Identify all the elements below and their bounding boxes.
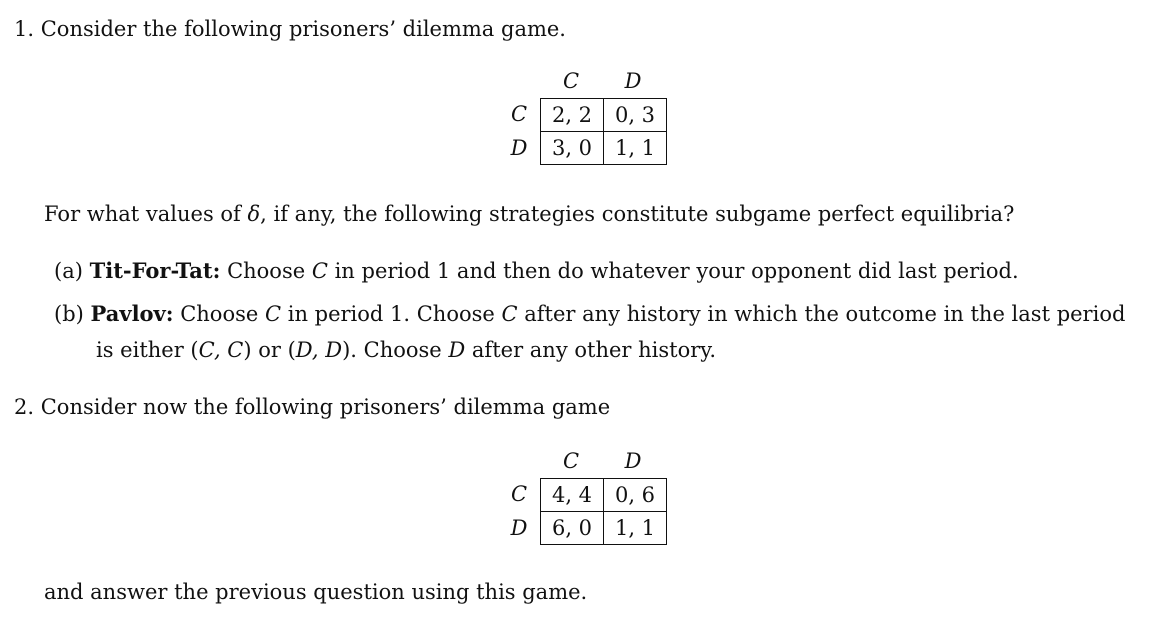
part-text: Choose <box>227 259 312 283</box>
part-text: ) or ( <box>243 338 296 362</box>
part-text: after any history in which the outcome in the last period <box>517 302 1126 326</box>
payoff-cell: 0, 3 <box>604 99 667 132</box>
part-a <box>54 258 1019 284</box>
part-b-continued <box>96 337 716 363</box>
math-variable: C <box>311 259 328 283</box>
payoff-cell: 4, 4 <box>541 479 604 512</box>
payoff-cell: 1, 1 <box>604 512 667 545</box>
math-variable: C, C <box>198 338 244 362</box>
math-variable: D <box>448 338 466 362</box>
part-text: in period 1 and then do whatever your opponent did last period. <box>327 259 1019 283</box>
part-b <box>54 301 1125 327</box>
payoff-matrix-1 <box>506 68 676 168</box>
part-text: Choose <box>180 302 265 326</box>
math-variable: D, D <box>295 338 343 362</box>
closing-text: and answer the previous question using this game. <box>44 580 588 604</box>
math-variable: C <box>264 302 282 326</box>
strategy-title: Pavlov: <box>90 301 174 326</box>
table-row <box>541 512 667 545</box>
column-header: D <box>624 449 642 473</box>
payoff-cell: 1, 1 <box>604 132 667 165</box>
row-header: C <box>510 102 528 126</box>
part-label: (b) <box>54 302 84 326</box>
question-text: , if any, the following strategies constitute subgame perfect equilibria? <box>260 202 1015 226</box>
table-row <box>541 132 667 165</box>
row-header: D <box>510 516 528 540</box>
payoff-table <box>540 98 667 165</box>
question-text: Consider the following prisoners’ dilemma game. <box>40 17 566 41</box>
question-number: 2. <box>14 395 35 419</box>
question-2 <box>14 394 610 420</box>
payoff-cell: 3, 0 <box>541 132 604 165</box>
column-header: C <box>562 69 580 93</box>
math-variable: C <box>501 302 518 326</box>
payoff-matrix-2 <box>506 448 676 548</box>
column-header: C <box>562 449 580 473</box>
strategy-title: Tit-For-Tat: <box>89 258 221 283</box>
question-text: Consider now the following prisoners’ dilemma game <box>40 395 611 419</box>
row-header: D <box>510 136 528 160</box>
part-text: is either ( <box>96 338 199 362</box>
part-text: after any other history. <box>465 338 717 362</box>
row-header: C <box>510 482 528 506</box>
payoff-table <box>540 478 667 545</box>
table-row <box>541 99 667 132</box>
payoff-cell: 6, 0 <box>541 512 604 545</box>
question-text: For what values of <box>44 202 248 226</box>
main-question <box>44 201 1014 227</box>
part-label: (a) <box>54 259 83 283</box>
payoff-cell: 2, 2 <box>541 99 604 132</box>
question-number: 1. <box>14 17 35 41</box>
question-1 <box>14 16 566 42</box>
table-row <box>541 479 667 512</box>
column-header: D <box>624 69 642 93</box>
part-text: in period 1. Choose <box>281 302 502 326</box>
delta-symbol: δ <box>247 202 261 226</box>
payoff-cell: 0, 6 <box>604 479 667 512</box>
part-text: ). Choose <box>342 338 449 362</box>
